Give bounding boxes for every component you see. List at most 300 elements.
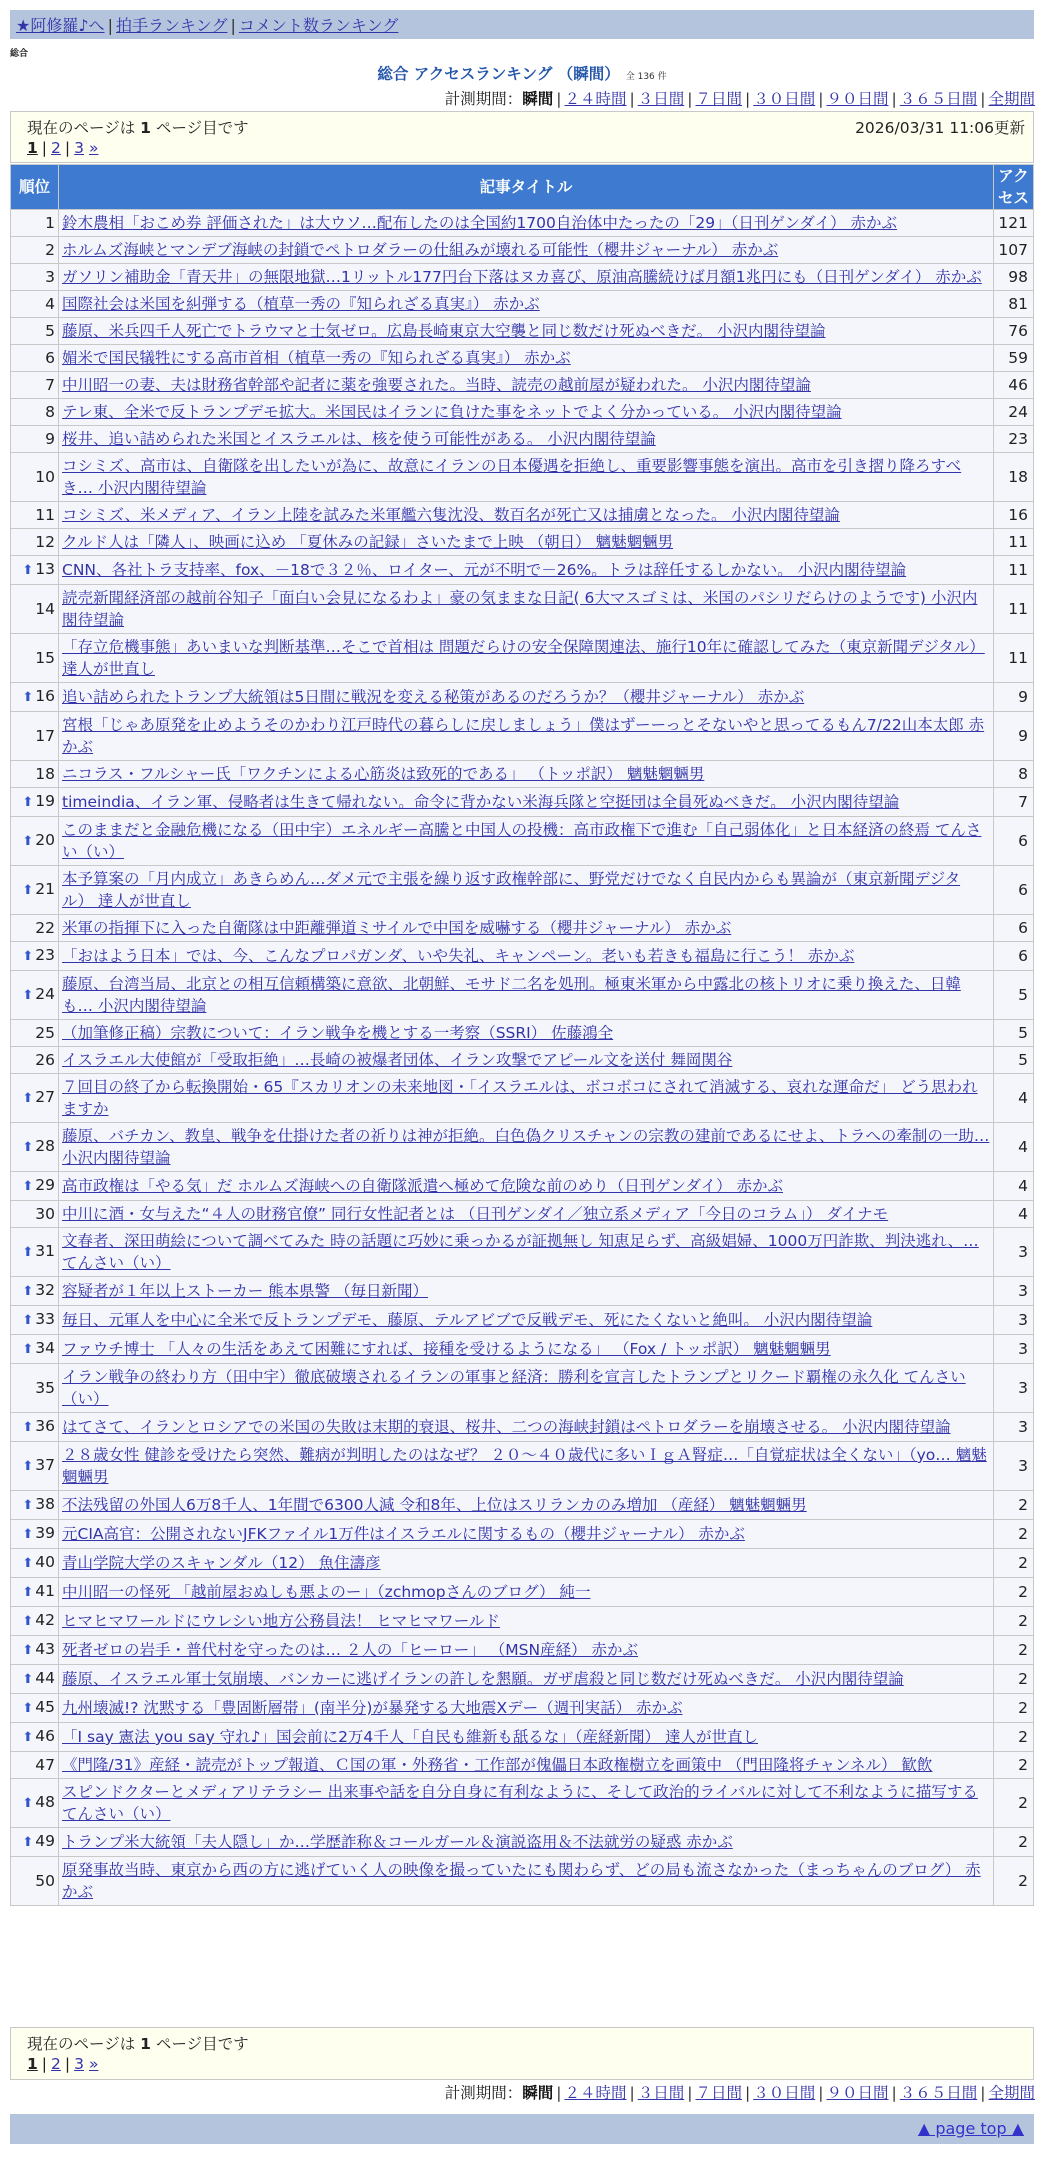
- article-link[interactable]: 藤原、米兵四千人死亡でトラウマと士気ゼロ。広島長崎東京大空襲と同じ数だけ死ぬべきだ。 小沢内閣待望論: [62, 322, 826, 340]
- current-page-number: 1: [140, 2035, 151, 2053]
- rank-cell: [11, 372, 59, 399]
- title-cell: [59, 1442, 994, 1491]
- article-link[interactable]: 青山学院大学のスキャンダル（12） 魚住濤彦: [62, 1554, 381, 1572]
- next-page-link[interactable]: »: [88, 139, 99, 157]
- article-link[interactable]: 元CIA高官：公開されないJFKファイル1万件はイスラエルに関するもの（櫻井ジャーナル） 赤かぶ: [62, 1525, 745, 1543]
- title-cell: [59, 210, 994, 237]
- article-link[interactable]: 「存立危機事態」あいまいな判断基準…そこで首相は 問題だらけの安全保障関連法、施行10年に確認してみた（東京新聞デジタル） 達人が世直し: [62, 638, 985, 678]
- title-cell: [59, 1723, 994, 1752]
- article-link[interactable]: コシミズ、高市は、自衛隊を出したいが為に、故意にイランの日本優遇を拒絶し、重要影響事態を演出。高市を引き摺り降ろすべき… 小沢内閣待望論: [62, 457, 962, 497]
- rank-number: 9: [45, 430, 55, 448]
- access-count: 5: [994, 971, 1034, 1020]
- title-cell: [59, 237, 994, 264]
- up-arrow-icon: ⬆: [22, 1643, 34, 1658]
- category-label: 総合: [10, 49, 29, 59]
- rank-number: 1: [45, 214, 55, 232]
- table-row: [11, 1723, 1034, 1752]
- page-separator: |: [41, 2055, 48, 2073]
- table-row: [11, 264, 1034, 291]
- article-link[interactable]: 追い詰められたトランプ大統領は5日間に戦況を変える秘策があるのだろうか？（櫻井ジャーナル） 赤かぶ: [62, 688, 805, 706]
- table-row: [11, 372, 1034, 399]
- nav-link[interactable]: コメント数ランキング: [238, 16, 399, 35]
- period-link[interactable]: ９０日間: [826, 90, 889, 108]
- up-arrow-icon: ⬆: [22, 1730, 34, 1745]
- rank-cell: [11, 1723, 59, 1752]
- article-link[interactable]: ヒマヒマワールドにウレシい地方公務員法！ ヒマヒマワールド: [62, 1612, 500, 1630]
- period-selector-bottom: [445, 2081, 1035, 2103]
- rank-number: 26: [35, 1051, 55, 1069]
- access-count: 2: [994, 1857, 1034, 1906]
- page-link[interactable]: 2: [51, 2055, 61, 2073]
- table-row: [11, 529, 1034, 556]
- rank-number: 31: [35, 1242, 55, 1260]
- table-row: [11, 1364, 1034, 1413]
- title-cell: [59, 1228, 994, 1277]
- up-arrow-icon: ⬆: [22, 988, 34, 1003]
- access-count: 121: [994, 210, 1034, 237]
- current-page-prefix: 現在のページは: [27, 119, 136, 137]
- table-row: [11, 1636, 1034, 1665]
- rank-cell: [11, 788, 59, 817]
- title-cell: [59, 1306, 994, 1335]
- table-row: [11, 788, 1034, 817]
- access-count: 11: [994, 556, 1034, 585]
- period-separator: |: [891, 2084, 897, 2102]
- current-page-suffix: ページ目です: [155, 2035, 249, 2053]
- up-arrow-icon: ⬆: [22, 1245, 34, 1260]
- period-link[interactable]: ３６５日間: [899, 2084, 978, 2102]
- up-arrow-icon: ⬆: [22, 1091, 34, 1106]
- access-count: 3: [994, 1413, 1034, 1442]
- article-link[interactable]: このままだと金融危機になる（田中宇）エネルギー高騰と中国人の投機：高市政権下で進む「自己弱体化」と日本経済の終焉 てんさい（い）: [62, 821, 982, 861]
- access-count: 4: [994, 1074, 1034, 1123]
- period-link[interactable]: ３６５日間: [899, 90, 978, 108]
- rank-number: 43: [35, 1640, 55, 1658]
- article-link[interactable]: 読売新聞経済部の越前谷知子「面白い会見になるわよ」豪の気ままな日記( 6大マスゴミは、米国のパシリだらけのようです) 小沢内閣待望論: [62, 589, 978, 629]
- rank-number: 5: [45, 322, 55, 340]
- rank-number: 6: [45, 349, 55, 367]
- table-row: [11, 345, 1034, 372]
- rank-number: 48: [35, 1793, 55, 1811]
- rank-cell: [11, 399, 59, 426]
- rank-number: 40: [35, 1553, 55, 1571]
- table-row: [11, 1047, 1034, 1074]
- current-page-suffix: ページ目です: [155, 119, 249, 137]
- title-cell: [59, 502, 994, 529]
- article-link[interactable]: 媚米で国民犠牲にする高市首相（植草一秀の『知られざる真実』） 赤かぶ: [62, 349, 571, 367]
- rank-cell: [11, 1549, 59, 1578]
- access-count: 3: [994, 1364, 1034, 1413]
- nav-separator: |: [107, 16, 113, 35]
- rank-header: 順位: [11, 165, 59, 210]
- access-count: 2: [994, 1491, 1034, 1520]
- article-link[interactable]: 九州壊滅!? 沈黙する「豊固断層帯」(南半分)が暴発する大地震Xデー（週刊実話） 赤かぶ: [62, 1699, 683, 1717]
- table-row: [11, 1020, 1034, 1047]
- rank-number: 41: [35, 1582, 55, 1600]
- period-link[interactable]: 全期間: [988, 90, 1035, 108]
- rank-cell: [11, 502, 59, 529]
- rank-number: 8: [45, 403, 55, 421]
- period-link[interactable]: ９０日間: [826, 2084, 889, 2102]
- page-links: [27, 2055, 98, 2073]
- rank-cell: [11, 291, 59, 318]
- title-cell: [59, 318, 994, 345]
- title-cell: [59, 712, 994, 761]
- footer-bar: [10, 2114, 1034, 2144]
- article-link[interactable]: 宮根「じゃあ原発を止めようそのかわり江戸時代の暮らしに戻しましょう」僕はずーーっとそないやと思ってるもん7/22山本太郎 赤かぶ: [62, 716, 985, 756]
- up-arrow-icon: ⬆: [22, 834, 34, 849]
- rank-number: 36: [35, 1417, 55, 1435]
- article-link[interactable]: 中川昭一の怪死 「越前屋おぬしも悪よのー」（zchmopさんのブログ） 純一: [62, 1583, 591, 1601]
- article-link[interactable]: （加筆修正稿）宗教について：イラン戦争を機とする一考察（SSRI） 佐藤鴻全: [62, 1024, 614, 1042]
- rank-cell: [11, 1228, 59, 1277]
- table-row: [11, 1857, 1034, 1906]
- table-row: [11, 291, 1034, 318]
- rank-cell: [11, 1491, 59, 1520]
- pagination-box-bottom: [10, 2027, 1034, 2080]
- up-arrow-icon: ⬆: [22, 1701, 34, 1716]
- access-count: 76: [994, 318, 1034, 345]
- period-link[interactable]: ２４時間: [564, 90, 627, 108]
- access-count: 2: [994, 1694, 1034, 1723]
- up-arrow-icon: ⬆: [22, 1420, 34, 1435]
- title-cell: [59, 1277, 994, 1306]
- period-link[interactable]: ７日間: [695, 2084, 742, 2102]
- access-count: 6: [994, 817, 1034, 866]
- table-row: [11, 502, 1034, 529]
- article-link[interactable]: イラン戦争の終わり方（田中宇）徹底破壊されるイランの軍事と経済：勝利を宣言したトランプとリクード覇権の永久化 てんさい（い）: [62, 1368, 966, 1408]
- access-count: 3: [994, 1306, 1034, 1335]
- rank-cell: [11, 683, 59, 712]
- top-nav: [10, 10, 1034, 39]
- period-link[interactable]: ３０日間: [753, 2084, 816, 2102]
- rank-number: 50: [35, 1872, 55, 1890]
- up-arrow-icon: ⬆: [22, 1835, 34, 1850]
- access-count: 81: [994, 291, 1034, 318]
- table-row: [11, 817, 1034, 866]
- access-count: 5: [994, 1020, 1034, 1047]
- access-count: 11: [994, 585, 1034, 634]
- article-link[interactable]: 国際社会は米国を糾弾する（植草一秀の『知られざる真実』） 赤かぶ: [62, 295, 540, 313]
- rank-cell: [11, 1201, 59, 1228]
- table-row: [11, 1665, 1034, 1694]
- period-separator: |: [687, 2084, 693, 2102]
- current-page-text: [27, 2032, 249, 2054]
- period-link[interactable]: ３日間: [637, 90, 685, 108]
- next-page-link[interactable]: »: [88, 2055, 99, 2073]
- page-separator: |: [41, 139, 48, 157]
- period-separator: |: [745, 2084, 751, 2102]
- article-link[interactable]: 《門隆/31》産経・読売がトップ報道、Ｃ国の軍・外務省・工作部が傀儡日本政権樹立を画策中 （門田隆将チャンネル） 歓飲: [62, 1756, 933, 1774]
- page-link[interactable]: 3: [74, 2055, 85, 2073]
- access-count: 18: [994, 453, 1034, 502]
- nav-link[interactable]: ★阿修羅♪へ: [16, 16, 105, 35]
- period-link[interactable]: ３日間: [637, 2084, 685, 2102]
- article-link[interactable]: イスラエル大使館が「受取拒絶」…長崎の被爆者団体、イラン攻撃でアピール文を送付 舞岡関谷: [62, 1051, 733, 1069]
- period-selector-top: [445, 87, 1035, 109]
- access-count: 7: [994, 788, 1034, 817]
- article-link[interactable]: 本予算案の「月内成立」あきらめん…ダメ元で主張を繰り返す政権幹部に、野党だけでなく自民内からも異論が（東京新聞デジタル） 達人が世直し: [62, 870, 961, 910]
- rank-cell: [11, 264, 59, 291]
- article-link[interactable]: ホルムズ海峡とマンデブ海峡の封鎖でペトロダラーの仕組みが壊れる可能性（櫻井ジャーナル） 赤かぶ: [62, 241, 779, 259]
- rank-cell: [11, 1578, 59, 1607]
- rank-number: 34: [35, 1339, 55, 1357]
- article-link[interactable]: ファウチ博士 「人々の生活をあえて困難にすれば、接種を受けるようになる」 （Fox / トッポ訳） 魑魅魍魎男: [62, 1340, 831, 1358]
- rank-cell: [11, 1074, 59, 1123]
- rank-cell: [11, 345, 59, 372]
- up-arrow-icon: ⬆: [22, 1585, 34, 1600]
- article-link[interactable]: 容疑者が１年以上ストーカー 熊本県警 （毎日新聞）: [62, 1282, 429, 1300]
- access-count: 11: [994, 529, 1034, 556]
- rank-cell: [11, 1694, 59, 1723]
- rank-number: 28: [35, 1137, 55, 1155]
- table-row: [11, 1335, 1034, 1364]
- article-link[interactable]: 中川に酒・女与えた“４人の財務官僚” 同行女性記者とは （日刊ゲンダイ／独立系メディア「今日のコラム」） ダイナモ: [62, 1205, 889, 1223]
- article-link[interactable]: ニコラス・フルシャー氏「ワクチンによる心筋炎は致死的である」 （トッポ訳） 魑魅魍魎男: [62, 765, 705, 783]
- title-cell: [59, 453, 994, 502]
- up-arrow-icon: ⬆: [22, 690, 34, 705]
- page-title: [0, 62, 1044, 84]
- rank-number: 11: [35, 506, 55, 524]
- article-link[interactable]: はてさて、イランとロシアでの米国の失敗は末期的衰退、桜井、二つの海峡封鎖はペトロダラーを崩壊させる。 小沢内閣待望論: [62, 1418, 951, 1436]
- period-separator: |: [891, 90, 897, 108]
- access-count: 4: [994, 1123, 1034, 1172]
- rank-cell: [11, 1413, 59, 1442]
- table-row: [11, 585, 1034, 634]
- table-row: [11, 1413, 1034, 1442]
- up-arrow-icon: ⬆: [22, 563, 34, 578]
- table-row: [11, 1578, 1034, 1607]
- rank-number: 7: [45, 376, 55, 394]
- access-header: アクセス: [994, 165, 1034, 210]
- article-link[interactable]: 毎日、元軍人を中心に全米で反トランプデモ、藤原、テルアビブで反戦デモ、死にたくないと絶叫。 小沢内閣待望論: [62, 1311, 873, 1329]
- article-link[interactable]: CNN、各社トラ支持率、fox、－18で３２％、ロイター、元が不明で－26%。トラは辞任するしかない。 小沢内閣待望論: [62, 561, 907, 579]
- access-count: 5: [994, 1047, 1034, 1074]
- period-link[interactable]: ２４時間: [564, 2084, 627, 2102]
- period-current: 瞬間: [522, 2084, 554, 2102]
- access-count: 6: [994, 942, 1034, 971]
- rank-cell: [11, 915, 59, 942]
- rank-number: 14: [35, 600, 55, 618]
- article-link[interactable]: 原発事故当時、東京から西の方に逃げていく人の映像を撮っていたにも関わらず、どの局も流さなかった（まっちゃんのブログ） 赤かぶ: [62, 1861, 981, 1901]
- period-link[interactable]: ３０日間: [753, 90, 816, 108]
- access-count: 3: [994, 1335, 1034, 1364]
- article-link[interactable]: スピンドクターとメディアリテラシー 出来事や話を自分自身に有利なように、そして政治的ライバルに対して不利なように描写する てんさい（い）: [62, 1783, 978, 1823]
- article-link[interactable]: 鈴木農相「おこめ券 評価された」は大ウソ…配布したのは全国約1700自治体中たったの「29」（日刊ゲンダイ） 赤かぶ: [62, 214, 898, 232]
- article-link[interactable]: 死者ゼロの岩手・普代村を守ったのは… ２人の「ヒーロー」 （MSN産経） 赤かぶ: [62, 1641, 638, 1659]
- table-row: [11, 1752, 1034, 1779]
- article-link[interactable]: ガソリン補助金「青天井」の無限地獄…1リットル177円台下落はヌカ喜び、原油高騰続けば月額1兆円にも（日刊ゲンダイ） 赤かぶ: [62, 268, 982, 286]
- current-page-text: [27, 116, 249, 138]
- rank-number: 3: [45, 268, 55, 286]
- article-link[interactable]: 米軍の指揮下に入った自衛隊は中距離弾道ミサイルで中国を威嚇する（櫻井ジャーナル） 赤かぶ: [62, 919, 732, 937]
- table-row: [11, 1779, 1034, 1828]
- article-link[interactable]: 中川昭一の妻、夫は財務省幹部や記者に薬を強要された。当時、読売の越前屋が疑われた。 小沢内閣待望論: [62, 376, 811, 394]
- page-link[interactable]: 2: [51, 139, 61, 157]
- rank-number: 17: [35, 727, 55, 745]
- table-row: [11, 1277, 1034, 1306]
- rank-number: 4: [45, 295, 55, 313]
- period-separator: |: [980, 2084, 986, 2102]
- article-link[interactable]: timeindia、イラン軍、侵略者は生きて帰れない。命令に背かない米海兵隊と空挺団は全員死ぬべきだ。 小沢内閣待望論: [62, 793, 900, 811]
- article-link[interactable]: ７回目の終了から転換開始・65『スカリオンの未来地図・「イスラエルは、ボコボコにされて消滅する、哀れな運命だ」 どう思われますか: [62, 1078, 978, 1118]
- rank-cell: [11, 556, 59, 585]
- access-count: 46: [994, 372, 1034, 399]
- rank-cell: [11, 237, 59, 264]
- rank-number: 35: [35, 1379, 55, 1397]
- table-row: [11, 1074, 1034, 1123]
- rank-cell: [11, 1047, 59, 1074]
- up-arrow-icon: ⬆: [22, 1672, 34, 1687]
- access-count: 4: [994, 1172, 1034, 1201]
- table-row: [11, 866, 1034, 915]
- article-link[interactable]: 不法残留の外国人6万8千人、1年間で6300人減 令和8年、上位はスリランカのみ増加 （産経） 魑魅魍魎男: [62, 1496, 807, 1514]
- up-arrow-icon: ⬆: [22, 1313, 34, 1328]
- title-cell: [59, 345, 994, 372]
- rank-number: 23: [35, 946, 55, 964]
- rank-cell: [11, 971, 59, 1020]
- rank-number: 47: [35, 1756, 55, 1774]
- table-row: [11, 634, 1034, 683]
- title-cell: [59, 372, 994, 399]
- title-header: 記事タイトル: [59, 165, 994, 210]
- title-cell: [59, 866, 994, 915]
- access-count: 2: [994, 1520, 1034, 1549]
- table-row: [11, 210, 1034, 237]
- article-link[interactable]: 高市政権は「やる気」だ ホルムズ海峡への自衛隊派遣へ極めて危険な前のめり（日刊ゲンダイ） 赤かぶ: [62, 1177, 783, 1195]
- table-row: [11, 1306, 1034, 1335]
- nav-separator: |: [230, 16, 236, 35]
- rank-number: 29: [35, 1176, 55, 1194]
- period-separator: |: [980, 90, 986, 108]
- up-arrow-icon: ⬆: [22, 1342, 34, 1357]
- article-link[interactable]: 藤原、バチカン、教皇、戦争を仕掛けた者の祈りは神が拒絶。白色偽クリスチャンの宗教の建前であるにせよ、トラへの牽制の一助… 小沢内閣待望論: [62, 1127, 990, 1167]
- table-row: [11, 426, 1034, 453]
- article-link[interactable]: 「I say 憲法 you say 守れ♪」国会前に2万4千人「自民も維新も舐るな」（産経新聞） 達人が世直し: [62, 1728, 758, 1746]
- rank-cell: [11, 529, 59, 556]
- rank-number: 10: [35, 468, 55, 486]
- table-row: [11, 1172, 1034, 1201]
- rank-number: 27: [35, 1088, 55, 1106]
- current-page-prefix: 現在のページは: [27, 2035, 136, 2053]
- article-link[interactable]: 桜井、追い詰められた米国とイスラエルは、核を使う可能性がある。 小沢内閣待望論: [62, 430, 656, 448]
- rank-number: 13: [35, 560, 55, 578]
- access-count: 2: [994, 1779, 1034, 1828]
- rank-number: 2: [45, 241, 55, 259]
- page-top-link[interactable]: ▲ page top ▲: [917, 2119, 1024, 2138]
- title-cell: [59, 1779, 994, 1828]
- title-cell: [59, 971, 994, 1020]
- table-row: [11, 318, 1034, 345]
- access-count: 24: [994, 399, 1034, 426]
- page-link[interactable]: 3: [74, 139, 85, 157]
- rank-cell: [11, 1636, 59, 1665]
- table-row: [11, 556, 1034, 585]
- article-link[interactable]: 「おはよう日本」では、今、こんなプロパガンダ、いや失礼、キャンペーン。老いも若きも福島に行こう！ 赤かぶ: [62, 947, 855, 965]
- period-separator: |: [687, 90, 693, 108]
- rank-number: 24: [35, 985, 55, 1003]
- period-separator: |: [629, 2084, 635, 2102]
- table-row: [11, 1491, 1034, 1520]
- rank-number: 22: [35, 919, 55, 937]
- rank-cell: [11, 712, 59, 761]
- access-count: 2: [994, 1752, 1034, 1779]
- table-row: [11, 915, 1034, 942]
- rank-number: 25: [35, 1024, 55, 1042]
- title-cell: [59, 683, 994, 712]
- table-row: [11, 942, 1034, 971]
- title-cell: [59, 585, 994, 634]
- access-count: 23: [994, 426, 1034, 453]
- access-count: 4: [994, 1201, 1034, 1228]
- title-cell: [59, 399, 994, 426]
- article-link[interactable]: テレ東、全米で反トランプデモ拡大。米国民はイランに負けた事をネットでよく分かっている。 小沢内閣待望論: [62, 403, 842, 421]
- title-cell: [59, 1752, 994, 1779]
- article-link[interactable]: 藤原、イスラエル軍士気崩壊、バンカーに逃げイランの許しを懇願。ガザ虐殺と同じ数だけ死ぬべきだ。 小沢内閣待望論: [62, 1670, 904, 1688]
- article-link[interactable]: クルド人は「隣人」、映画に込め 「夏休みの記録」さいたまで上映 （朝日） 魑魅魍魎男: [62, 533, 674, 551]
- rank-cell: [11, 1779, 59, 1828]
- rank-cell: [11, 426, 59, 453]
- table-row: [11, 399, 1034, 426]
- rank-cell: [11, 942, 59, 971]
- rank-cell: [11, 1607, 59, 1636]
- updated-timestamp: 2026/03/31 11:06更新: [855, 119, 1025, 137]
- rank-number: 38: [35, 1495, 55, 1513]
- table-row: [11, 1549, 1034, 1578]
- nav-link[interactable]: 拍手ランキング: [115, 16, 228, 35]
- title-cell: [59, 1020, 994, 1047]
- table-row: [11, 453, 1034, 502]
- up-arrow-icon: ⬆: [22, 795, 34, 810]
- title-cell: [59, 264, 994, 291]
- article-link[interactable]: 藤原、台湾当局、北京との相互信頼構築に意欲、北朝鮮、モサド二名を処刑。極東米軍から中露北の核トリオに乗り換えた、日韓も… 小沢内閣待望論: [62, 975, 961, 1015]
- period-separator: |: [629, 90, 635, 108]
- ranking-table: [10, 164, 1034, 1906]
- title-cell: [59, 1123, 994, 1172]
- period-link[interactable]: 全期間: [988, 2084, 1035, 2102]
- rank-number: 44: [35, 1669, 55, 1687]
- table-row: [11, 1201, 1034, 1228]
- table-row: [11, 1442, 1034, 1491]
- access-count: 9: [994, 712, 1034, 761]
- rank-cell: [11, 1665, 59, 1694]
- title-cell: [59, 1578, 994, 1607]
- article-link[interactable]: ２８歳女性 健診を受けたら突然、難病が判明したのはなぜ？ ２０～４０歳代に多いＩｇＡ腎症…「自覚症状は全くない」（yo… 魑魅魍魎男: [62, 1446, 987, 1486]
- access-count: 2: [994, 1636, 1034, 1665]
- article-link[interactable]: 文春者、深田萌絵について調べてみた 時の話題に巧妙に乗っかるが証拠無し 知恵足らず、高級娼婦、1000万円詐欺、判決逃れ、… てんさい（い）: [62, 1232, 979, 1272]
- period-separator: |: [745, 90, 751, 108]
- article-link[interactable]: コシミズ、米メディア、イラン上陸を試みた米軍艦六隻沈没、数百名が死亡又は捕虜となった。 小沢内閣待望論: [62, 506, 840, 524]
- table-row: [11, 1123, 1034, 1172]
- table-row: [11, 761, 1034, 788]
- up-arrow-icon: ⬆: [22, 1179, 34, 1194]
- rank-number: 46: [35, 1727, 55, 1745]
- article-link[interactable]: トランプ米大統領「夫人隠し」か…学歴詐称＆コールガール＆演説盗用＆不法就労の疑惑 赤かぶ: [62, 1833, 733, 1851]
- rank-number: 33: [35, 1310, 55, 1328]
- access-count: 2: [994, 1665, 1034, 1694]
- rank-cell: [11, 1335, 59, 1364]
- rank-number: 32: [35, 1281, 55, 1299]
- period-separator: |: [818, 2084, 824, 2102]
- period-label: 計測期間：: [444, 90, 523, 108]
- period-link[interactable]: ７日間: [695, 90, 742, 108]
- period-current: 瞬間: [522, 90, 554, 108]
- title-cell: [59, 426, 994, 453]
- rank-cell: [11, 453, 59, 502]
- table-row: [11, 1828, 1034, 1857]
- title-cell: [59, 915, 994, 942]
- table-row: [11, 1228, 1034, 1277]
